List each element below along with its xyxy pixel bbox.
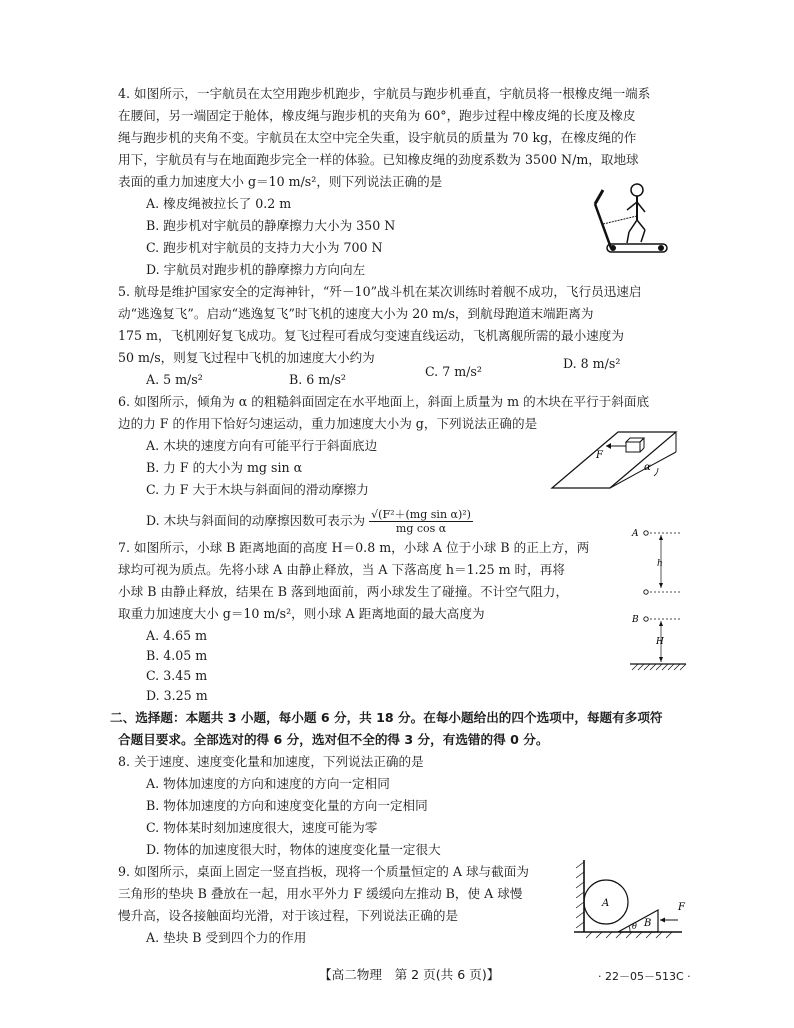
q6-line-2: 边的力 F 的作用下恰好匀速运动，重力加速度大小为 g，下列说法正确的是 bbox=[118, 416, 538, 431]
q4-line-5: 表面的重力加速度大小 g＝10 m/s²，则下列说法正确的是 bbox=[118, 174, 443, 189]
q4-option-d: D. 宇航员对跑步机的静摩擦力方向向左 bbox=[146, 262, 366, 277]
q8-option-b: B. 物体加速度的方向和速度变化量的方向一定相同 bbox=[146, 798, 428, 813]
q9-ball-a-label: A bbox=[602, 898, 610, 909]
q7-balls-figure bbox=[630, 526, 690, 674]
q6-option-b: B. 力 F 的大小为 mg sin α bbox=[146, 460, 303, 475]
q9-option-a: A. 垫块 B 受到四个力的作用 bbox=[146, 930, 307, 945]
q6-force-label: F bbox=[596, 450, 603, 461]
q4-option-c: C. 跑步机对宇航员的支持力大小为 700 N bbox=[146, 240, 383, 255]
q5-line-2: 动“逃逸复飞”。启动“逃逸复飞”时飞机的速度大小为 20 m/s，到航母跑道末端距离为 bbox=[118, 306, 594, 321]
q7-line-3: 小球 B 由静止释放，结果在 B 落到地面前，两小球发生了碰撞。不计空气阻力， bbox=[118, 584, 569, 599]
q6-option-d-text: D. 木块与斜面间的动摩擦因数可表示为 bbox=[146, 513, 366, 528]
q4-line-2: 在腰间，另一端固定于舱体，橡皮绳与跑步机的夹角为 60°，跑步过程中橡皮绳的长度及橡皮 bbox=[118, 108, 636, 123]
q4-line-3: 绳与跑步机的夹角不变。宇航员在太空中完全失重，设宇航员的质量为 70 kg，在橡皮绳的作 bbox=[118, 130, 637, 145]
q7-option-c: C. 3.45 m bbox=[146, 668, 208, 683]
q4-option-b: B. 跑步机对宇航员的静摩擦力大小为 350 N bbox=[146, 218, 396, 233]
q4-line-1: 4. 如图所示，一宇航员在太空用跑步机跑步，宇航员与跑步机垂直，宇航员将一根橡皮绳一端系 bbox=[118, 86, 651, 101]
q7-ball-b-label: B bbox=[632, 615, 639, 625]
q8-option-d: D. 物体的加速度很大时，物体的速度变化量一定很大 bbox=[146, 842, 441, 857]
q7-ball-a-label: A bbox=[632, 529, 639, 539]
q8-line-1: 8. 关于速度、速度变化量和加速度，下列说法正确的是 bbox=[118, 754, 424, 769]
q4-option-a: A. 橡皮绳被拉长了 0.2 m bbox=[146, 196, 292, 211]
q7-h-label: h bbox=[657, 559, 663, 569]
section2-line-1: 二、选择题：本题共 3 小题，每小题 6 分，共 18 分。在每小题给出的四个选项中，每题有多项符 bbox=[110, 710, 663, 725]
q7-option-b: B. 4.05 m bbox=[146, 648, 208, 663]
q7-H-label: H bbox=[656, 637, 664, 647]
q4-treadmill-figure bbox=[585, 180, 675, 260]
q5-line-3: 175 m，飞机刚好复飞成功。复飞过程可看成匀变速直线运动，飞机离舰所需的最小速度为 bbox=[118, 328, 624, 343]
q6-option-c: C. 力 F 大于木块与斜面间的滑动摩擦力 bbox=[146, 482, 369, 497]
q7-option-a: A. 4.65 m bbox=[146, 628, 208, 643]
q9-block-b-label: B bbox=[644, 918, 652, 929]
q4-line-4: 用下，宇航员有与在地面跑步完全一样的体验。已知橡皮绳的劲度系数为 3500 N/m，取地球 bbox=[118, 152, 639, 167]
section2-line-2: 合题目要求。全部选对的得 6 分，选对但不全的得 3 分，有选错的得 0 分。 bbox=[118, 732, 549, 747]
q8-option-c: C. 物体某时刻加速度很大，速度可能为零 bbox=[146, 820, 378, 835]
q9-line-1: 9. 如图所示，桌面上固定一竖直挡板，现将一个质量恒定的 A 球与截面为 bbox=[118, 864, 529, 879]
page-footer-label: 【高二物理 第 2 页(共 6 页)】 bbox=[319, 967, 500, 982]
q6-option-d-fraction bbox=[369, 508, 473, 535]
q7-line-4: 取重力加速度大小 g＝10 m/s²，则小球 A 距离地面的最大高度为 bbox=[118, 606, 485, 621]
q5-option-c: C. 7 m/s² bbox=[425, 364, 482, 379]
q9-force-label: F bbox=[678, 902, 685, 913]
q5-option-d: D. 8 m/s² bbox=[563, 356, 621, 371]
q6-line-1: 6. 如图所示，倾角为 α 的粗糙斜面固定在水平地面上，斜面上质量为 m 的木块在平行于斜面底 bbox=[118, 394, 650, 409]
q5-line-1: 5. 航母是维护国家安全的定海神针，“歼－10”战斗机在某次训练时着舰不成功，飞行员迅速启 bbox=[118, 284, 642, 299]
q5-option-b: B. 6 m/s² bbox=[289, 372, 346, 387]
q6-angle-label: α bbox=[644, 462, 651, 473]
q5-option-a: A. 5 m/s² bbox=[146, 372, 203, 387]
q7-line-2: 球均可视为质点。先将小球 A 由静止释放，当 A 下落高度 h＝1.25 m 时，再将 bbox=[118, 562, 565, 577]
q7-option-d: D. 3.25 m bbox=[146, 688, 208, 703]
q6-incline-figure bbox=[548, 412, 680, 492]
page-footer-code: · 22－05－513C · bbox=[598, 970, 691, 983]
q9-theta-label: θ bbox=[632, 922, 637, 931]
q6-fraction-numerator: √(F²＋(mg sin α)²) bbox=[371, 508, 471, 521]
q9-line-2: 三角形的垫块 B 叠放在一起，用水平外力 F 缓缓向左推动 B，使 A 球慢 bbox=[118, 886, 523, 901]
q5-line-4: 50 m/s，则复飞过程中飞机的加速度大小约为 bbox=[118, 350, 375, 365]
q7-line-1: 7. 如图所示，小球 B 距离地面的高度 H＝0.8 m，小球 A 位于小球 B 的正上方，两 bbox=[118, 540, 590, 555]
q6-option-d bbox=[146, 508, 473, 535]
q9-wedge-figure bbox=[574, 858, 686, 940]
q9-line-3: 慢升高，设各接触面均光滑，对于该过程，下列说法正确的是 bbox=[118, 908, 459, 923]
q6-option-a: A. 木块的速度方向有可能平行于斜面底边 bbox=[146, 438, 378, 453]
q6-fraction-denominator: mg cos α bbox=[395, 522, 447, 535]
q8-option-a: A. 物体加速度的方向和速度的方向一定相同 bbox=[146, 776, 390, 791]
